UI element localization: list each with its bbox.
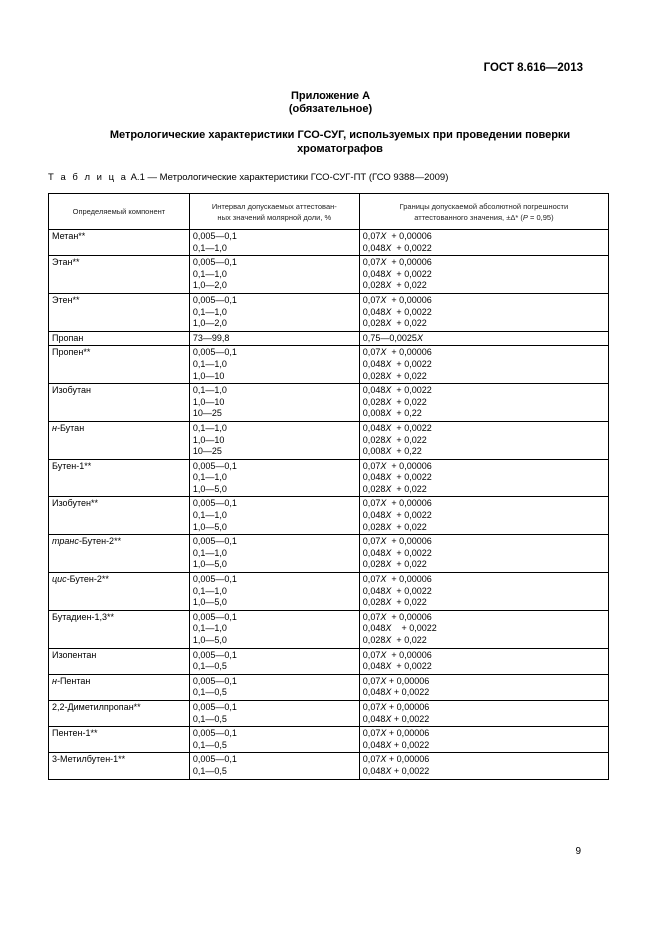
table-row xyxy=(49,331,609,346)
error-value: 0,07X + 0,00006 xyxy=(362,231,432,241)
component-cell xyxy=(49,384,190,422)
interval-value: 0,005—0,1 xyxy=(192,294,237,305)
header-interval-line1: Интервал допускаемых аттестован- xyxy=(211,201,337,211)
appendix-title: Приложение А xyxy=(290,90,371,102)
interval-value: 0,1—1,0 xyxy=(192,306,227,317)
table-row xyxy=(49,700,609,726)
document-code: ГОСТ 8.616—2013 xyxy=(483,62,583,74)
table-row xyxy=(49,727,609,753)
interval-cell xyxy=(189,384,359,422)
error-value: 0,008X + 0,22 xyxy=(362,408,422,419)
table-row xyxy=(49,497,609,535)
component-cell xyxy=(49,674,190,700)
interval-value: 0,1—1,0 xyxy=(192,422,227,433)
error-value: 0,048X + 0,0022 xyxy=(362,765,430,776)
interval-cell xyxy=(189,497,359,535)
interval-value: 0,1—1,0 xyxy=(192,547,227,558)
interval-value: 1,0—5,0 xyxy=(192,483,227,494)
error-value: 0,048X + 0,0022 xyxy=(362,306,432,317)
component-cell xyxy=(49,610,190,648)
error-value: 0,028X + 0,022 xyxy=(362,483,427,494)
header-error-line1: Границы допускаемой абсолютной погрешности xyxy=(399,201,569,211)
component-name: 3-Метилбутен-1** xyxy=(52,754,126,765)
error-cell xyxy=(359,459,608,497)
interval-value: 0,1—0,5 xyxy=(192,765,227,776)
component-name: Бутен-2** xyxy=(81,536,122,547)
interval-cell xyxy=(189,346,359,384)
section-title-line2: хроматографов xyxy=(297,143,383,155)
interval-value: 0,1—1,0 xyxy=(192,385,227,396)
interval-cell xyxy=(189,610,359,648)
table-row xyxy=(49,648,609,674)
interval-cell xyxy=(189,700,359,726)
interval-value: 0,1—0,5 xyxy=(192,661,227,672)
interval-cell xyxy=(189,293,359,331)
component-cell xyxy=(49,421,190,459)
interval-value: 1,0—10 xyxy=(192,434,225,445)
component-name: Бутадиен-1,3** xyxy=(52,611,115,622)
error-value: 0,048X + 0,0022 xyxy=(362,739,430,750)
component-cell xyxy=(49,346,190,384)
component-name: 2,2-Диметилпропан** xyxy=(52,701,141,712)
error-value: 0,048X + 0,0022 xyxy=(362,585,432,596)
error-cell xyxy=(359,346,608,384)
header-error-line2: аттестованного значения, ±Δ* (P = 0,95) xyxy=(414,212,554,222)
error-value: 0,028X + 0,022 xyxy=(362,370,427,381)
interval-value: 0,1—1,0 xyxy=(192,510,227,521)
error-value: 0,75—0,0025X xyxy=(362,332,423,343)
interval-value: 0,005—0,1 xyxy=(192,498,237,509)
error-value: 0,028X + 0,022 xyxy=(362,521,427,532)
error-value: 0,048X + 0,0022 xyxy=(362,623,437,634)
error-value: 0,048X + 0,0022 xyxy=(362,713,430,724)
error-value: 0,048X + 0,0022 xyxy=(362,472,432,483)
component-name: Изобутан xyxy=(52,385,91,396)
error-value: 0,048X + 0,0022 xyxy=(362,687,430,698)
component-name: Бутен-2** xyxy=(69,574,109,585)
interval-value: 0,005—0,1 xyxy=(192,728,237,739)
interval-value: 0,005—0,1 xyxy=(192,347,237,358)
error-value: 0,048X + 0,0022 xyxy=(362,661,432,672)
interval-value: 1,0—5,0 xyxy=(192,597,227,608)
interval-value: 1,0—2,0 xyxy=(192,280,227,291)
error-value: 0,07X + 0,00006 xyxy=(362,611,432,622)
table-row xyxy=(49,535,609,573)
component-name: Пентен-1** xyxy=(52,728,98,739)
error-value: 0,028X + 0,022 xyxy=(362,318,427,329)
component-name: Пропен** xyxy=(52,347,91,358)
section-title-line1: Метрологические характеристики ГСО-СУГ, используемых при проведении поверки xyxy=(109,129,571,141)
error-value: 0,07X + 0,00006 xyxy=(362,347,432,358)
interval-cell xyxy=(189,648,359,674)
error-cell xyxy=(359,331,608,346)
interval-value: 1,0—10 xyxy=(192,370,225,381)
interval-value: 0,1—1,0 xyxy=(192,585,227,596)
error-value: 0,048X + 0,0022 xyxy=(362,547,432,558)
component-cell xyxy=(49,535,190,573)
interval-value: 0,005—0,1 xyxy=(192,231,237,241)
interval-value: 1,0—5,0 xyxy=(192,635,227,645)
interval-value: 0,005—0,1 xyxy=(192,675,237,686)
interval-value: 0,1—0,5 xyxy=(192,739,227,750)
component-cell xyxy=(49,256,190,294)
interval-value: 0,005—0,1 xyxy=(192,257,237,268)
table-caption-label: Т а б л и ц а xyxy=(48,172,128,183)
component-name: Этан** xyxy=(52,257,80,268)
table-row xyxy=(49,573,609,611)
component-name: Этен** xyxy=(52,294,80,305)
component-cell xyxy=(49,648,190,674)
component-prefix: н- xyxy=(52,422,60,433)
component-cell xyxy=(49,753,190,779)
interval-cell xyxy=(189,753,359,779)
interval-value: 0,005—0,1 xyxy=(192,536,237,547)
interval-value: 1,0—10 xyxy=(192,396,225,407)
interval-value: 0,005—0,1 xyxy=(192,460,237,471)
section-title xyxy=(60,128,620,156)
interval-cell xyxy=(189,573,359,611)
table-row xyxy=(49,610,609,648)
error-cell xyxy=(359,293,608,331)
table-row xyxy=(49,256,609,294)
header-error xyxy=(359,194,608,230)
component-name: Метан** xyxy=(52,231,86,241)
header-interval xyxy=(189,194,359,230)
error-value: 0,07X + 0,00006 xyxy=(362,649,432,660)
error-value: 0,028X + 0,022 xyxy=(362,635,427,645)
component-cell xyxy=(49,230,190,256)
error-value: 0,048X + 0,0022 xyxy=(362,268,432,279)
table-row xyxy=(49,753,609,779)
error-value: 0,07X + 0,00006 xyxy=(362,675,430,686)
interval-cell xyxy=(189,256,359,294)
table-body xyxy=(49,230,609,780)
error-cell xyxy=(359,674,608,700)
table-row xyxy=(49,674,609,700)
error-value: 0,07X + 0,00006 xyxy=(362,498,432,509)
error-cell xyxy=(359,384,608,422)
interval-value: 0,1—1,0 xyxy=(192,268,227,279)
error-value: 0,048X + 0,0022 xyxy=(362,422,432,433)
table-row xyxy=(49,459,609,497)
component-cell xyxy=(49,727,190,753)
interval-value: 1,0—2,0 xyxy=(192,318,227,329)
page-number: 9 xyxy=(575,846,581,857)
error-cell xyxy=(359,700,608,726)
error-value: 0,028X + 0,022 xyxy=(362,434,427,445)
component-name: Изобутен** xyxy=(52,498,98,509)
component-cell xyxy=(49,459,190,497)
error-value: 0,008X + 0,22 xyxy=(362,446,422,457)
interval-value: 0,005—0,1 xyxy=(192,574,237,585)
error-value: 0,048X + 0,0022 xyxy=(362,385,432,396)
component-name: Бутан xyxy=(59,422,85,433)
component-cell xyxy=(49,293,190,331)
interval-value: 73—99,8 xyxy=(192,332,230,343)
error-cell xyxy=(359,727,608,753)
component-name: Пропан xyxy=(52,332,84,343)
error-value: 0,07X + 0,00006 xyxy=(362,460,432,471)
error-cell xyxy=(359,648,608,674)
table-row xyxy=(49,293,609,331)
component-cell xyxy=(49,700,190,726)
error-value: 0,028X + 0,022 xyxy=(362,280,427,291)
error-value: 0,07X + 0,00006 xyxy=(362,574,432,585)
error-value: 0,028X + 0,022 xyxy=(362,559,427,570)
interval-cell xyxy=(189,421,359,459)
interval-value: 0,1—1,0 xyxy=(192,472,227,483)
interval-value: 0,1—1,0 xyxy=(192,623,227,634)
error-cell xyxy=(359,753,608,779)
interval-value: 1,0—5,0 xyxy=(192,521,227,532)
error-value: 0,048X + 0,0022 xyxy=(362,358,432,369)
error-cell xyxy=(359,497,608,535)
interval-value: 10—25 xyxy=(192,408,222,419)
interval-value: 0,1—1,0 xyxy=(192,242,227,253)
error-value: 0,07X + 0,00006 xyxy=(362,754,430,765)
error-cell xyxy=(359,230,608,256)
interval-value: 10—25 xyxy=(192,446,222,457)
table-caption-text: А.1 — Метрологические характеристики ГСО-СУГ-ПТ (ГСО 9388—2009) xyxy=(130,172,449,183)
error-cell xyxy=(359,421,608,459)
error-value: 0,048X + 0,0022 xyxy=(362,242,432,253)
table-row xyxy=(49,230,609,256)
component-name: Пентан xyxy=(59,675,91,686)
component-name: Бутен-1** xyxy=(52,460,92,471)
characteristics-table xyxy=(48,193,609,780)
error-value: 0,07X + 0,00006 xyxy=(362,257,432,268)
error-cell xyxy=(359,535,608,573)
interval-cell xyxy=(189,674,359,700)
appendix-heading xyxy=(0,90,661,116)
component-cell xyxy=(49,331,190,346)
table-header-row xyxy=(49,194,609,230)
error-value: 0,07X + 0,00006 xyxy=(362,294,432,305)
error-value: 0,07X + 0,00006 xyxy=(362,536,432,547)
interval-value: 0,005—0,1 xyxy=(192,611,237,622)
component-prefix: н- xyxy=(52,675,60,686)
error-value: 0,028X + 0,022 xyxy=(362,597,427,608)
component-cell xyxy=(49,573,190,611)
table-caption xyxy=(48,172,448,183)
table-row xyxy=(49,384,609,422)
error-value: 0,07X + 0,00006 xyxy=(362,701,430,712)
header-interval-line2: ных значений молярной доли, % xyxy=(217,212,332,222)
interval-cell xyxy=(189,535,359,573)
interval-value: 0,1—1,0 xyxy=(192,358,227,369)
interval-cell xyxy=(189,459,359,497)
interval-cell xyxy=(189,331,359,346)
header-component: Определяемый компонент xyxy=(49,194,190,230)
error-cell xyxy=(359,573,608,611)
interval-value: 0,1—0,5 xyxy=(192,687,227,698)
interval-cell xyxy=(189,727,359,753)
interval-value: 0,1—0,5 xyxy=(192,713,227,724)
appendix-subtitle: (обязательное) xyxy=(288,103,373,115)
component-cell xyxy=(49,497,190,535)
interval-cell xyxy=(189,230,359,256)
interval-value: 0,005—0,1 xyxy=(192,649,237,660)
component-prefix: транс- xyxy=(52,536,82,547)
interval-value: 0,005—0,1 xyxy=(192,701,237,712)
error-value: 0,07X + 0,00006 xyxy=(362,728,430,739)
component-prefix: цис- xyxy=(52,574,70,585)
error-cell xyxy=(359,256,608,294)
component-name: Изопентан xyxy=(52,649,97,660)
interval-value: 0,005—0,1 xyxy=(192,754,237,765)
error-cell xyxy=(359,610,608,648)
table-row xyxy=(49,421,609,459)
error-value: 0,028X + 0,022 xyxy=(362,396,427,407)
error-value: 0,048X + 0,0022 xyxy=(362,510,432,521)
table-row xyxy=(49,346,609,384)
interval-value: 1,0—5,0 xyxy=(192,559,227,570)
